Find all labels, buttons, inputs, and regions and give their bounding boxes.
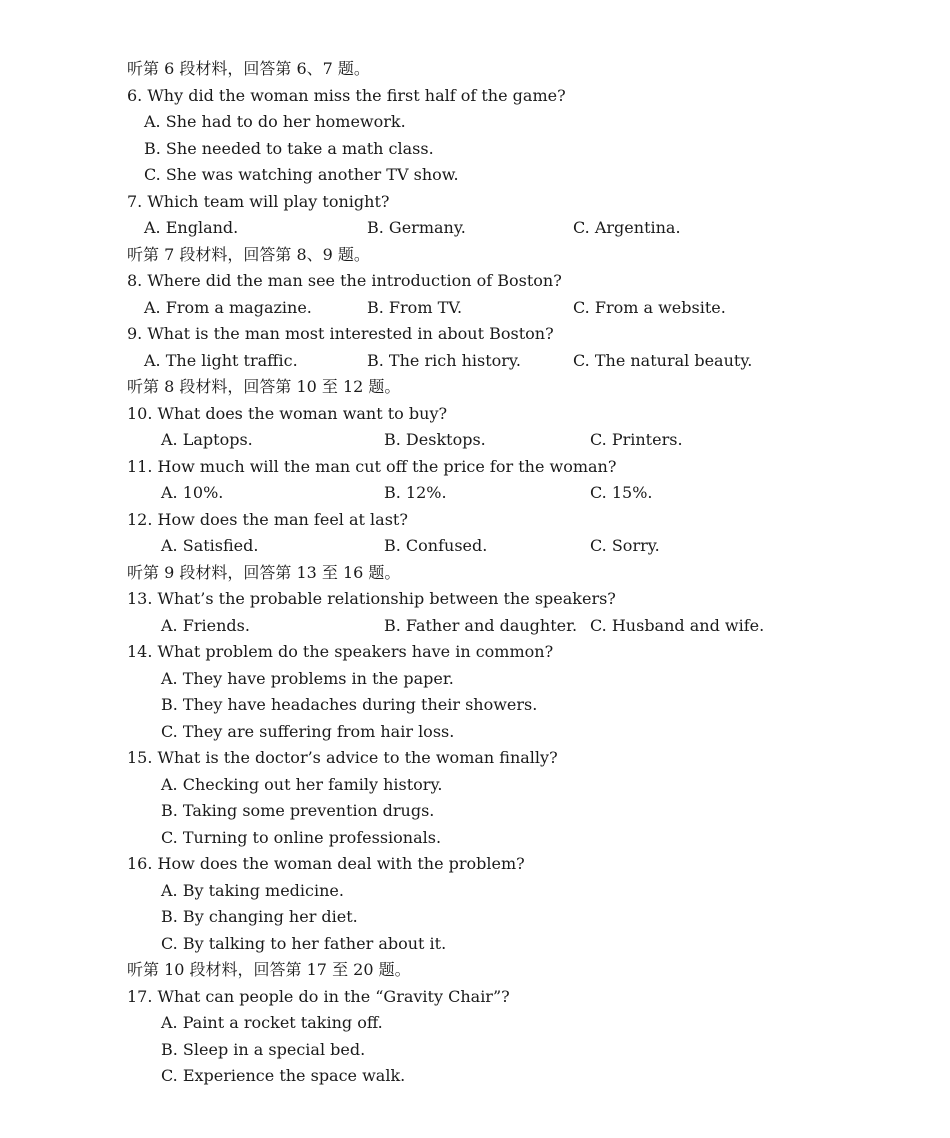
question-stem: 6. Why did the woman miss the first half of the game?	[127, 85, 566, 105]
question-stem: 12. How does the man feel at last?	[127, 509, 408, 529]
option-line: B. Sleep in a special bed.	[161, 1039, 366, 1059]
section-heading: 听第 10 段材料，回答第 17 至 20 题。	[127, 960, 411, 979]
option-line: C. Turning to online professionals.	[161, 827, 442, 847]
option-b: B. From TV.	[367, 297, 463, 317]
question-stem: 14. What problem do the speakers have in common?	[127, 642, 554, 661]
option-line: A. They have problems in the paper.	[161, 668, 454, 688]
option-b: B. The rich history.	[367, 350, 521, 370]
option-a: A. Friends.	[161, 615, 250, 635]
option-line: B. Taking some prevention drugs.	[161, 801, 435, 820]
question-stem: 11. How much will the man cut off the price for the woman?	[127, 456, 617, 476]
option-line: A. Checking out her family history.	[161, 774, 443, 794]
option-a: A. From a magazine.	[144, 297, 312, 317]
question-stem: 9. What is the man most interested in about Boston?	[127, 324, 554, 343]
question-stem: 16. How does the woman deal with the problem?	[127, 854, 525, 873]
question-stem: 13. What’s the probable relationship between the speakers?	[127, 589, 616, 608]
option-a: A. The light traffic.	[144, 350, 298, 370]
section-heading: 听第 8 段材料，回答第 10 至 12 题。	[127, 377, 401, 396]
option-line: C. By talking to her father about it.	[161, 933, 447, 953]
section-heading: 听第 9 段材料，回答第 13 至 16 题。	[127, 562, 401, 582]
option-line: C. Experience the space walk.	[161, 1066, 406, 1085]
option-line: C. They are suffering from hair loss.	[161, 721, 455, 741]
question-stem: 7. Which team will play tonight?	[127, 191, 390, 211]
option-c: C. Sorry.	[590, 536, 660, 555]
question-stem: 8. Where did the man see the introduction of Boston?	[127, 271, 562, 290]
option-line: A. She had to do her homework.	[144, 112, 406, 131]
option-a: A. 10%.	[161, 483, 224, 502]
option-line: B. By changing her diet.	[161, 907, 358, 926]
option-line: A. By taking medicine.	[161, 880, 344, 900]
option-b: B. Father and daughter.	[384, 615, 578, 635]
option-line: C. She was watching another TV show.	[144, 165, 459, 184]
option-a: A. Satisfied.	[161, 536, 259, 555]
section-heading: 听第 7 段材料，回答第 8、9 题。	[127, 244, 370, 264]
option-c: C. 15%.	[590, 483, 653, 502]
option-line: A. Paint a rocket taking off.	[161, 1013, 383, 1032]
option-c: C. The natural beauty.	[573, 350, 753, 370]
option-b: B. Desktops.	[384, 430, 486, 449]
option-b: B. Germany.	[367, 218, 466, 237]
option-c: C. From a website.	[573, 297, 726, 317]
option-c: C. Printers.	[590, 430, 683, 449]
option-a: A. Laptops.	[161, 430, 253, 449]
option-b: B. 12%.	[384, 483, 447, 502]
option-line: B. She needed to take a math class.	[144, 138, 434, 158]
option-a: A. England.	[144, 218, 239, 237]
option-c: C. Argentina.	[573, 218, 681, 237]
section-heading: 听第 6 段材料，回答第 6、7 题。	[127, 59, 370, 78]
option-b: B. Confused.	[384, 536, 488, 555]
option-line: B. They have headaches during their showers.	[161, 695, 538, 714]
question-stem: 17. What can people do in the “Gravity Chair”?	[127, 986, 510, 1006]
question-stem: 10. What does the woman want to buy?	[127, 403, 448, 423]
question-stem: 15. What is the doctor’s advice to the woman finally?	[127, 748, 558, 767]
option-c: C. Husband and wife.	[590, 615, 765, 635]
